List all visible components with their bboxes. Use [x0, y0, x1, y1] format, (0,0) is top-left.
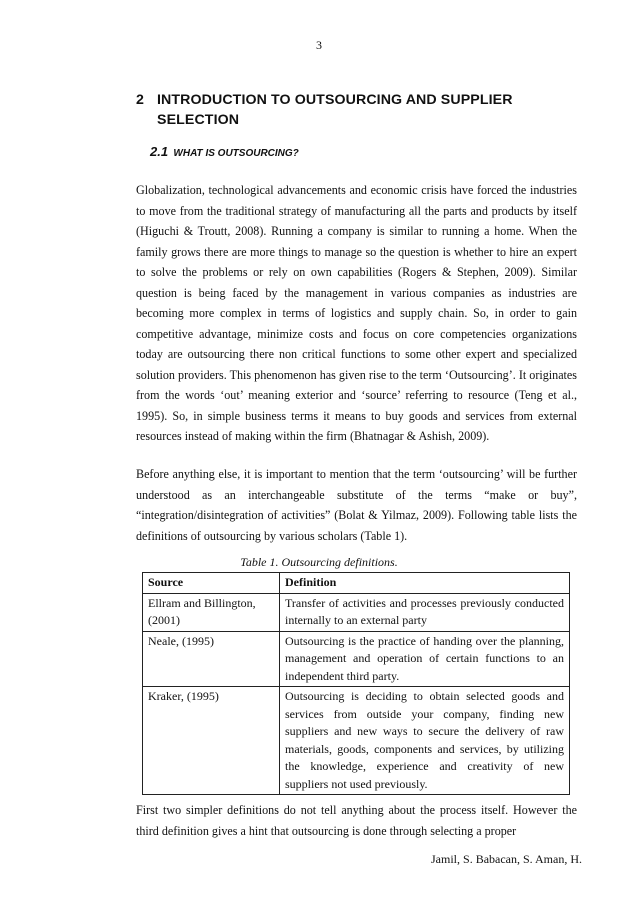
footer-authors: Jamil, S. Babacan, S. Aman, H.: [431, 852, 582, 866]
section-number: 2.1: [150, 144, 169, 159]
body-paragraph-2: Before anything else, it is important to mention that the term ‘outsourcing’ will be further understood as an interchangeable substitute of the terms “make or buy”, “integration/disintegration of activities” (Bolat & Yilmaz, 2009). Following table lists the definitions of outsourcing by various scholars (Table 1).: [136, 467, 577, 543]
row-definition: Outsourcing is deciding to obtain selected goods and services from outside your company, finding new suppliers and new ways to secure the delivery of raw materials, goods, components and services, by utilizing the knowledge, experience and creativity of new suppliers not used previously.: [280, 687, 570, 795]
section-title: WHAT IS OUTSOURCING?: [173, 148, 299, 159]
table-header-row: [143, 573, 570, 594]
table-caption: Table 1. Outsourcing definitions.: [240, 555, 398, 569]
row-definition: Transfer of activities and processes previously conducted internally to an external party: [280, 593, 570, 631]
row-source: Ellram and Billington, (2001): [143, 593, 280, 631]
section-heading: [150, 144, 299, 159]
row-definition: Outsourcing is the practice of handing over the planning, management and operation of certain functions to an independent third party.: [280, 631, 570, 687]
chapter-title: INTRODUCTION TO OUTSOURCING AND SUPPLIER SELECTION: [157, 92, 513, 128]
table-row: [143, 631, 570, 687]
row-source: Neale, (1995): [143, 631, 280, 687]
chapter-number: 2: [136, 92, 144, 108]
page-number: 3: [316, 38, 322, 52]
definitions-table: [142, 572, 570, 795]
body-paragraph-3: First two simpler definitions do not tell anything about the process itself. However the third definition gives a hint that outsourcing is done through selecting a proper: [136, 803, 577, 838]
chapter-heading: [136, 90, 586, 130]
header-definition: Definition: [280, 573, 570, 594]
table-row: [143, 593, 570, 631]
header-source: Source: [143, 573, 280, 594]
row-source: Kraker, (1995): [143, 687, 280, 795]
table-row: [143, 687, 570, 795]
body-paragraph-1: Globalization, technological advancements and economic crisis have forced the industries to move from the traditional strategy of manufacturing all the parts and products by itself (Higuchi & Troutt, 2008). Running a company is similar to running a home. When the family grows there are more things to manage so the question is whether to hire an expert to solve the problems or rely on own capabilities (Rogers & Stephen, 2009). Similar question is being faced by the management in various companies as industries are becoming more complex in terms of logistics and supply chain. So, in order to gain competitive advantage, minimize costs and focus on core competencies organizations today are outsourcing there non critical functions to some other expert and specialized solution providers. This phenomenon has given rise to the term ‘Outsourcing’. It originates from the words ‘out’ meaning exterior and ‘source’ referring to resource (Teng et al., 1995). So, in simple business terms it means to buy goods and services from external resources instead of making within the firm (Bhatnagar & Ashish, 2009).: [136, 183, 577, 443]
